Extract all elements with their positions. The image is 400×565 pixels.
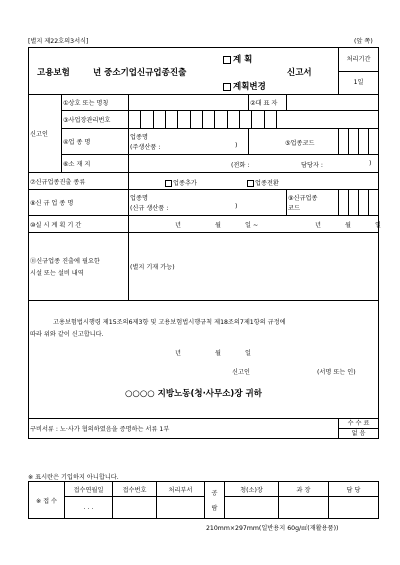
type-switch-checkbox[interactable] <box>247 180 254 187</box>
to-month: 월 <box>345 222 351 229</box>
industry-code-cell <box>249 129 339 155</box>
industry-field[interactable] <box>129 129 249 155</box>
addressee: ○○○○ 지방노동(청·사무소)장 귀하 <box>125 389 262 399</box>
statement-sign[interactable]: (서명 또는 인) <box>317 369 356 376</box>
head-sign-field[interactable] <box>225 497 279 519</box>
type-switch-option[interactable]: 업종전환 <box>247 178 279 187</box>
form-id: [별지 제22호의3서식] <box>28 38 89 45</box>
title-prefix: 고용보험 <box>37 68 70 78</box>
statement-year: 년 <box>175 350 181 357</box>
chief-sign-field[interactable] <box>279 497 329 519</box>
address-field[interactable] <box>129 155 379 173</box>
plan-change-checkbox[interactable] <box>223 83 231 91</box>
fee-value: 없 음 <box>351 430 366 437</box>
industry-code-label: ⑤업종코드 <box>285 140 315 147</box>
fee-label: 수 수 료 <box>339 419 378 429</box>
new-industry-field[interactable] <box>129 190 287 216</box>
phone-label: (전화 : <box>231 162 250 169</box>
business-name-field[interactable] <box>129 95 249 111</box>
plan-checkbox[interactable] <box>223 56 231 64</box>
representative-label: ②대 표 자 <box>249 95 287 111</box>
main-product-label: (주생산품 : <box>130 144 161 151</box>
statement-declarant: 신고인 <box>232 369 250 376</box>
contact-close: ) <box>369 160 372 167</box>
plan-change-option[interactable]: 계획변경 <box>223 80 266 92</box>
new-industry-label: ⑧신 규 업 종 명 <box>29 190 129 216</box>
statement-day: 일 <box>245 350 251 357</box>
new-industry-type-label: ⑦신규업종진출 종류 <box>29 173 129 190</box>
new-industry-type-field <box>129 173 379 190</box>
receipt-number-field[interactable] <box>113 497 157 519</box>
equipment-label: ⑪신규업종 진출에 필요한 시설 또는 설비 내역 <box>29 233 129 301</box>
title-cell <box>29 48 339 95</box>
new-product-label: (신규 생산품 : <box>130 205 169 212</box>
receipt-dept-field[interactable] <box>157 497 205 519</box>
address-label: ⑥소 재 지 <box>62 155 129 173</box>
industry-label: ④업 종 명 <box>62 129 129 155</box>
review-label: 공 람 <box>205 482 225 519</box>
receipt-label: ※ 접 수 <box>29 482 65 519</box>
from-year: 년 <box>175 222 181 229</box>
business-name-label: ①상호 또는 명칭 <box>62 95 129 111</box>
receipt-dept-label: 처리부서 <box>157 482 205 497</box>
note: ※ 표시란은 기입하지 아니합니다. <box>28 474 119 481</box>
new-industry-name-label: 업종명 <box>130 195 148 202</box>
application-form <box>28 47 379 439</box>
period-label: ⑩실 시 계 획 기 간 <box>29 216 129 233</box>
statement-cell <box>29 301 379 419</box>
receipt-date-field[interactable]: . . . <box>65 497 113 519</box>
type-add-option[interactable]: 업종추가 <box>165 178 197 187</box>
from-month: 월 <box>215 222 221 229</box>
page-side: (앞 쪽) <box>354 38 373 45</box>
type-add-checkbox[interactable] <box>165 180 172 187</box>
to-day: 일 <box>375 222 381 229</box>
title-suffix: 신고서 <box>287 68 312 78</box>
head-label: 청(소)장 <box>225 482 279 497</box>
contact-label: 담당자 : <box>301 162 323 169</box>
receipt-date-label: 접수연월일 <box>65 482 113 497</box>
statement-line1: 고용보험법시행령 제15조의6제3항 및 고용보험법시행규칙 제18조의7제1항의 규정에 <box>53 319 286 326</box>
equipment-hint: (별지 기재 가능) <box>130 264 175 271</box>
processing-period-label: 처리기간 <box>339 48 378 72</box>
representative-field[interactable] <box>287 95 379 111</box>
processing-period <box>339 48 379 95</box>
period-field[interactable] <box>129 216 379 233</box>
receipt-number-label: 접수번호 <box>113 482 157 497</box>
declarant-section-label: 신고인 <box>29 95 62 173</box>
processing-period-value: 1일 <box>353 79 364 86</box>
new-industry-code-label2: 코드 <box>288 205 300 212</box>
statement-line2: 따라 위와 같이 신고합니다. <box>30 331 104 338</box>
main-product-close: ) <box>235 142 238 149</box>
mgmt-no-field[interactable] <box>129 111 379 129</box>
paper-spec: 210mm×297mm(일반용지 60g/㎡(재활용품)) <box>206 525 339 532</box>
industry-name-label: 업종명 <box>130 134 148 141</box>
fee-cell <box>339 419 379 439</box>
staff-sign-field[interactable] <box>329 497 379 519</box>
new-product-close: ) <box>235 203 238 210</box>
statement-month: 월 <box>215 350 221 357</box>
industry-code-field[interactable] <box>339 129 379 155</box>
plan-option[interactable]: 계 획 <box>223 53 252 65</box>
to-year: 년 <box>315 222 321 229</box>
from-day: 일 ~ <box>245 222 259 229</box>
mgmt-no-label: ③사업장관리번호 <box>62 111 129 129</box>
title-main: 년 중소기업신규업종진출 <box>93 68 187 78</box>
new-industry-code-label-cell <box>287 190 339 216</box>
equipment-field[interactable] <box>129 233 379 301</box>
chief-label: 과 장 <box>279 482 329 497</box>
receipt-table <box>28 481 379 519</box>
required-docs: 구비서류 : 노·사가 협의하였음을 증명하는 서류 1부 <box>29 419 339 439</box>
new-industry-code-label: ⑨신규업종 <box>288 195 318 202</box>
new-industry-code-field[interactable] <box>339 190 379 216</box>
staff-label: 담 당 <box>329 482 379 497</box>
